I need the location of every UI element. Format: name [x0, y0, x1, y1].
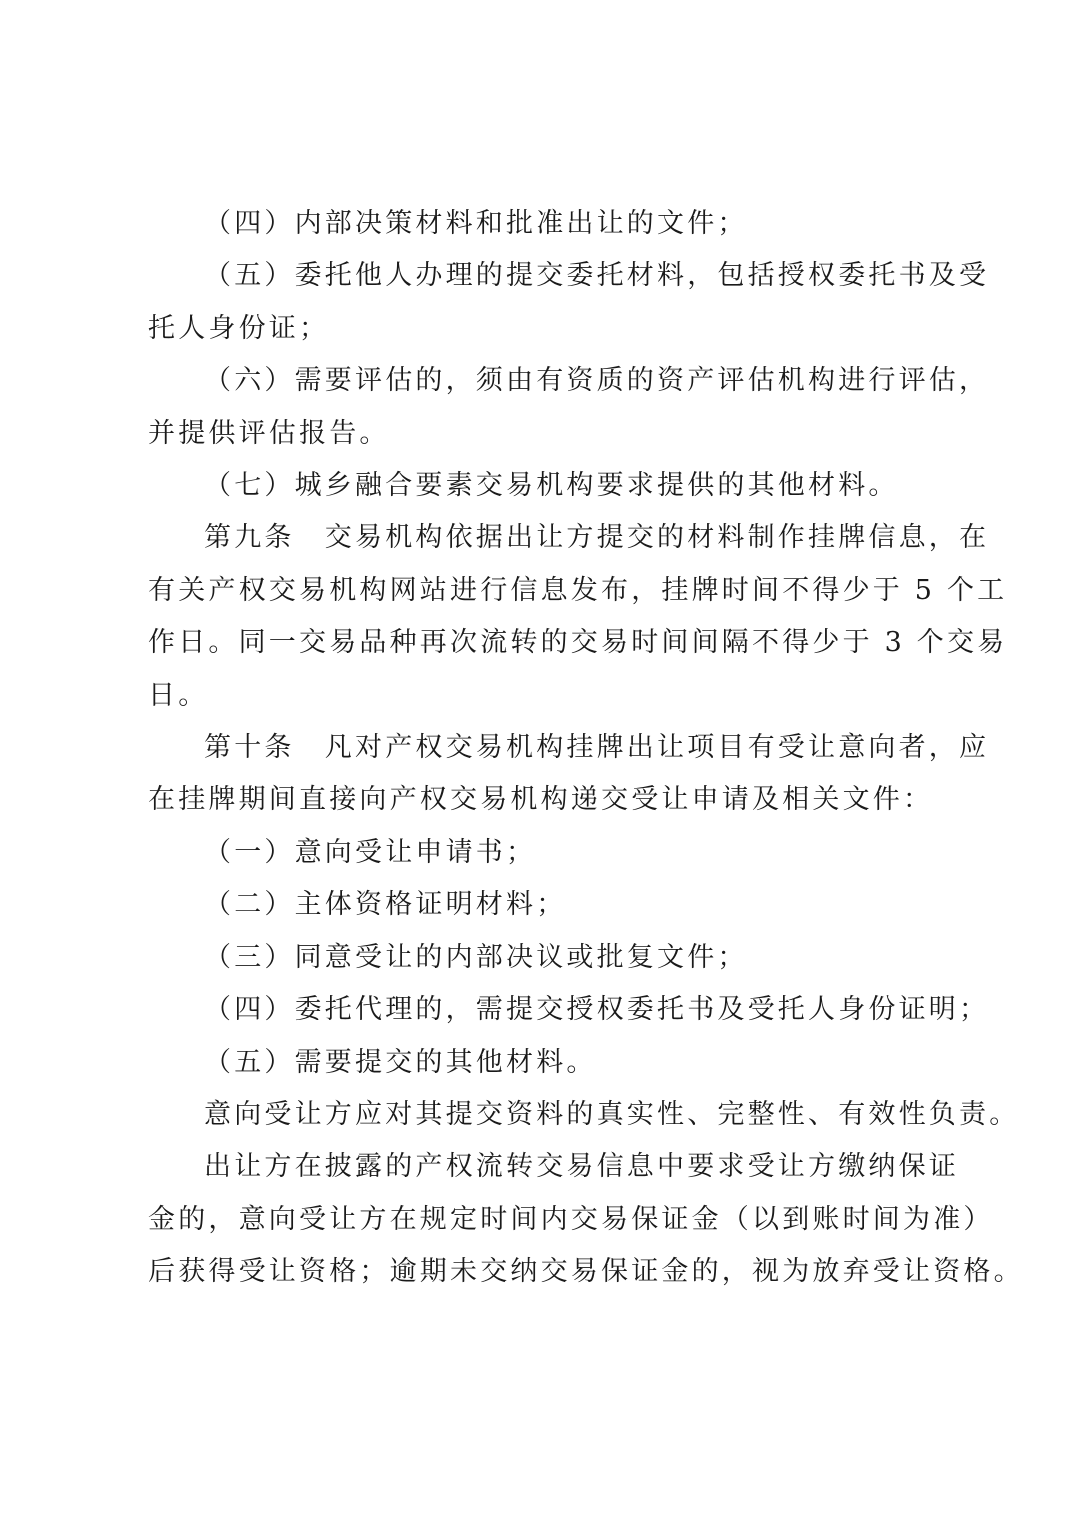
- paragraph-a10-item-1: [148, 827, 948, 879]
- paragraph-line: （七）城乡融合要素交易机构要求提供的其他材料。: [204, 470, 899, 502]
- paragraph-line: 在挂牌期间直接向产权交易机构递交受让申请及相关文件：: [148, 784, 934, 816]
- paragraph-line: （六）需要评估的，须由有资质的资产评估机构进行评估，: [204, 365, 990, 397]
- paragraph-line: （四）委托代理的，需提交授权委托书及受托人身份证明；: [204, 994, 990, 1026]
- paragraph-line: 托人身份证；: [148, 312, 330, 344]
- paragraph-item-5-entrust: [148, 250, 990, 355]
- paragraph-line: 第十条 凡对产权交易机构挂牌出让项目有受让意向者，应: [204, 732, 990, 764]
- document-body: [148, 198, 1024, 1299]
- paragraph-line: （五）委托他人办理的提交委托材料，包括授权委托书及受: [204, 260, 990, 292]
- paragraph-line: （一）意向受让申请书；: [204, 836, 537, 868]
- paragraph-a10-item-3: [148, 932, 948, 984]
- paragraph-deposit: [148, 1141, 1024, 1298]
- paragraph-line: （五）需要提交的其他材料。: [204, 1046, 597, 1078]
- paragraph-item-4-docs: [148, 198, 948, 250]
- paragraph-responsibility: [148, 1089, 1020, 1141]
- paragraph-line: （二）主体资格证明材料；: [204, 889, 567, 921]
- paragraph-line: （四）内部决策材料和批准出让的文件；: [204, 208, 748, 239]
- paragraph-a10-item-5: [148, 1037, 948, 1089]
- paragraph-line: 后获得受让资格；逾期未交纳交易保证金的，视为放弃受让资格。: [148, 1256, 1024, 1288]
- paragraph-line: 日。: [148, 679, 209, 711]
- paragraph-line: 出让方在披露的产权流转交易信息中要求受让方缴纳保证: [204, 1151, 959, 1183]
- paragraph-a10-item-4: [148, 984, 990, 1036]
- paragraph-line: 并提供评估报告。: [148, 417, 390, 449]
- paragraph-line: 第九条 交易机构依据出让方提交的材料制作挂牌信息，在: [204, 522, 990, 554]
- paragraph-line: 意向受让方应对其提交资料的真实性、完整性、有效性负责。: [204, 1098, 1020, 1130]
- paragraph-item-7-other: [148, 460, 948, 512]
- paragraph-line: 金的，意向受让方在规定时间内交易保证金（以到账时间为准）: [148, 1203, 994, 1235]
- paragraph-item-6-evaluation: [148, 355, 990, 460]
- paragraph-article-10: [148, 722, 990, 827]
- paragraph-line: 有关产权交易机构网站进行信息发布，挂牌时间不得少于 5 个工: [148, 574, 1008, 606]
- paragraph-article-9: [148, 512, 1008, 722]
- paragraph-line: 作日。同一交易品种再次流转的交易时间间隔不得少于 3 个交易: [148, 627, 1008, 659]
- paragraph-line: （三）同意受让的内部决议或批复文件；: [204, 941, 748, 973]
- paragraph-a10-item-2: [148, 879, 948, 931]
